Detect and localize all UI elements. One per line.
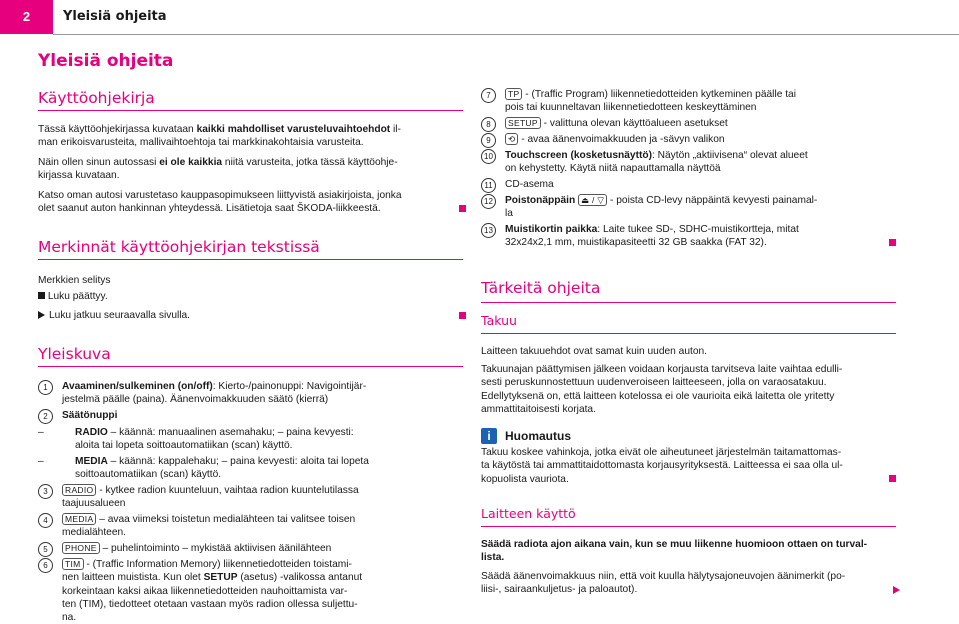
section-underline [38,110,463,111]
overview-item-2: 2 Säätönuppi [38,409,463,422]
tim-key-icon: TIM [62,558,84,570]
paragraph-manual-2: Näin ollen sinun autossasi ei ole kaikkia niitä varusteita, jotka tässä käyttöohje- kirjassa kuvataan. [38,157,398,182]
section-underline [481,302,896,303]
page-header [0,0,959,34]
page-number: 2 [0,0,53,34]
section-end-mark [459,205,466,212]
header-title: Yleisiä ohjeita [63,9,167,24]
item-number-badge: 3 [38,484,53,499]
section-end-mark [889,475,896,482]
paragraph-manual-3: Katso oman autosi varustetaso kauppasopimukseen liittyvistä asiakirjoista, jonka olet saanut auton hankinnan yhteydessä. Lisätietoja saat ŠKODA-liikkeestä. [38,189,463,216]
continue-arrow-icon [38,311,45,319]
header-rule [53,34,959,35]
item-number-badge: 5 [38,542,53,557]
overview-item-12: 12 Poistonäppäin ⏏ / ▽ - poista CD-levy näppäintä kevyesti painamal- la [481,194,896,221]
subsection-underline [481,333,896,334]
item-number-badge: 7 [481,88,496,103]
overview-item-8: 8 SETUP - valittuna olevan käyttöalueen asetukset [481,117,896,130]
overview-item-7: 7 TP - (Traffic Program) liikennetiedotteiden kytkeminen päälle tai pois tai kuunneltavan liikennetiedotteen keskeyttäminen [481,88,896,115]
overview-item-6: 6 TIM - (Traffic Information Memory) liikennetiedotteiden toistami- nen laitteen muistista. Kun olet SETUP (asetus) -valikossa antanut korkeintaan kaksi aikaa liikennetiedotteiden nauhoittamista var- ten (TIM), tiedotteet otetaan vastaan myös radion ollessa suljettu- na. [38,558,463,624]
phone-key-icon: PHONE [62,542,100,554]
item-number-badge: 10 [481,149,496,164]
item-number-badge: 12 [481,194,496,209]
section-title-manual: Käyttöohjekirja [38,89,155,107]
radio-key-icon: RADIO [62,484,96,496]
section-title-overview: Yleiskuva [38,345,111,363]
item-number-badge: 9 [481,133,496,148]
overview-item-13: 13 Muistikortin paikka: Laite tukee SD-, SDHC-muistikortteja, mitat 32x24x2,1 mm, muistikapasiteetti 32 GB saakka (FAT 32). [481,223,896,250]
overview-item-11: 11 CD-asema [481,178,896,191]
subsection-title-device-use: Laitteen käyttö [481,506,576,521]
sound-knob-icon: ⟲ [505,133,518,145]
overview-subitem-radio: – RADIO – käännä: manuaalinen asemahaku; – paina kevyesti: aloita tai lopeta soittoautomatiikan (scan) käyttö. [38,427,354,452]
page-title: Yleisiä ohjeita [38,51,174,71]
overview-item-5: 5 PHONE – puhelintoiminto – mykistää aktiivisen äänilähteen [38,542,463,555]
overview-item-9: 9 ⟲ - avaa äänenvoimakkuuden ja -sävyn valikon [481,133,896,146]
media-key-icon: MEDIA [62,513,96,525]
section-title-important: Tärkeitä ohjeita [481,279,601,297]
continue-arrow-icon [893,586,900,594]
tp-key-icon: TP [505,88,522,100]
note-title: Huomautus [505,429,571,443]
section-end-mark [889,239,896,246]
legend-chapter-continues: Luku jatkuu seuraavalla sivulla. [38,309,463,322]
subsection-underline [481,526,896,527]
note-text: Takuu koskee vahinkoja, jotka eivät ole aiheutuneet järjestelmän taitamattomas- ta käytöstä tai ammattitaidottomasta korjausyrityksestä. Laitteessa ei saa olla ul- kopuolista vauriota. [481,446,896,486]
item-number-badge: 1 [38,380,53,395]
item-number-badge: 8 [481,117,496,132]
overview-item-10: 10 Touchscreen (kosketusnäyttö): Näytön „aktiivisena“ olevat alueet on kehystetty. Käytä niitä napauttamalla näyttöä [481,149,896,176]
info-icon: i [481,428,497,444]
item-number-badge: 4 [38,513,53,528]
item-number-badge: 2 [38,409,53,424]
section-title-markings: Merkinnät käyttöohjekirjan tekstissä [38,238,320,256]
item-number-badge: 11 [481,178,496,193]
item-number-badge: 6 [38,558,53,573]
device-use-paragraph-2: Säädä äänenvoimakkuus niin, että voit kuulla hälytysajoneuvojen äänimerkit (po- liisi-, sairaankuljetus- ja paloautot). [481,570,896,597]
legend-chapter-end: Luku päättyy. [38,290,463,303]
overview-item-3: 3 RADIO - kytkee radion kuunteluun, vaihtaa radion kuuntelutilassa taajuusalueen [38,484,463,511]
paragraph-manual-1: Tässä käyttöohjekirjassa kuvataan kaikki mahdolliset varusteluvaihtoehdot il- man erikoisvarusteita, mallivaihtoehtoja tai markkinakohtaisia varusteita. [38,124,401,149]
section-underline [38,366,463,367]
warranty-paragraph-2: Takuunajan päättymisen jälkeen voidaan korjausta tarvitseva laite vaihtaa edulli- sesti peruskunnostettuun uudenveroiseen laitteeseen, jolla on varaosatakuu. Edellytyksenä on, että laitteen kotelossa ei ole vaurioita eikä laitetta ole yritetty ammattitaitoisesti korjata. [481,364,843,415]
setup-key-icon: SETUP [505,117,541,129]
note-header [481,428,896,445]
warranty-paragraph-1: Laitteen takuuehdot ovat samat kuin uuden auton. [481,346,707,357]
eject-key-icon: ⏏ / ▽ [578,194,607,206]
overview-subitem-media: – MEDIA – käännä: kappalehaku; – paina kevyesti: aloita tai lopeta soittoautomatiikan (scan) käyttö. [38,456,369,481]
device-use-paragraph-1: Säädä radiota ajon aikana vain, kun se muu liikenne huomioon ottaen on turval- lista. [481,539,868,564]
subsection-title-warranty: Takuu [481,313,517,328]
section-end-mark [459,312,466,319]
end-square-icon [38,292,45,299]
overview-item-4: 4 MEDIA – avaa viimeksi toistetun medialähteen tai valitsee toisen medialähteen. [38,513,463,540]
section-underline [38,259,463,260]
item-number-badge: 13 [481,223,496,238]
overview-item-1: 1 Avaaminen/sulkeminen (on/off): Kierto-/painonuppi: Navigointijär- jestelmä päälle (paina). Äänenvoimakkuuden säätö (kierrä) [38,380,463,407]
legend-title: Merkkien selitys [38,275,111,286]
